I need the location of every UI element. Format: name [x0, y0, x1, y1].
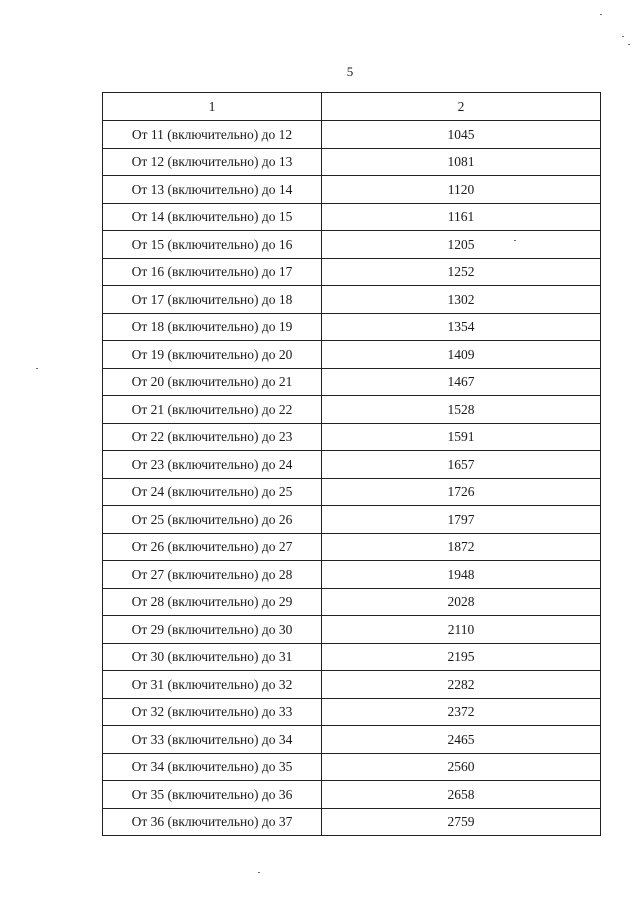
value-cell: 1354 [322, 313, 601, 341]
range-cell: От 27 (включительно) до 28 [103, 561, 322, 589]
value-cell: 2282 [322, 671, 601, 699]
value-cell: 1948 [322, 561, 601, 589]
table-row [103, 258, 601, 286]
range-cell: От 17 (включительно) до 18 [103, 286, 322, 314]
range-cell: От 33 (включительно) до 34 [103, 726, 322, 754]
range-cell: От 25 (включительно) до 26 [103, 506, 322, 534]
table-row [103, 396, 601, 424]
range-cell: От 30 (включительно) до 31 [103, 643, 322, 671]
data-table-container [102, 92, 600, 836]
column-header-1: 1 [103, 93, 322, 121]
range-cell: От 23 (включительно) до 24 [103, 451, 322, 479]
scan-speck [36, 368, 38, 369]
table-row [103, 616, 601, 644]
table-row [103, 753, 601, 781]
value-cell: 2560 [322, 753, 601, 781]
scan-speck [258, 872, 260, 873]
value-cell: 1657 [322, 451, 601, 479]
range-cell: От 28 (включительно) до 29 [103, 588, 322, 616]
table-row [103, 588, 601, 616]
range-cell: От 12 (включительно) до 13 [103, 148, 322, 176]
range-cell: От 34 (включительно) до 35 [103, 753, 322, 781]
range-cell: От 31 (включительно) до 32 [103, 671, 322, 699]
value-cell: 2372 [322, 698, 601, 726]
table-row [103, 148, 601, 176]
scan-speck [622, 36, 624, 37]
table-row [103, 313, 601, 341]
table-row [103, 726, 601, 754]
range-cell: От 36 (включительно) до 37 [103, 808, 322, 836]
range-cell: От 11 (включительно) до 12 [103, 121, 322, 149]
range-cell: От 24 (включительно) до 25 [103, 478, 322, 506]
value-cell: 1726 [322, 478, 601, 506]
range-cell: От 15 (включительно) до 16 [103, 231, 322, 259]
table-row [103, 698, 601, 726]
page-number: 5 [346, 64, 354, 79]
range-cell: От 35 (включительно) до 36 [103, 781, 322, 809]
value-cell: 1045 [322, 121, 601, 149]
value-cell: 2028 [322, 588, 601, 616]
range-cell: От 20 (включительно) до 21 [103, 368, 322, 396]
range-cell: От 32 (включительно) до 33 [103, 698, 322, 726]
table-row [103, 121, 601, 149]
value-cell: 2465 [322, 726, 601, 754]
table-row [103, 451, 601, 479]
range-cell: От 19 (включительно) до 20 [103, 341, 322, 369]
table-row [103, 643, 601, 671]
range-cell: От 18 (включительно) до 19 [103, 313, 322, 341]
value-cell: 1467 [322, 368, 601, 396]
value-cell: 1161 [322, 203, 601, 231]
scan-speck [514, 240, 516, 241]
value-cell: 1120 [322, 176, 601, 204]
table-row [103, 506, 601, 534]
table-row [103, 203, 601, 231]
value-cell: 1872 [322, 533, 601, 561]
table-row [103, 231, 601, 259]
table-row [103, 423, 601, 451]
range-cell: От 16 (включительно) до 17 [103, 258, 322, 286]
table-row [103, 533, 601, 561]
table-body [103, 121, 601, 836]
range-cell: От 14 (включительно) до 15 [103, 203, 322, 231]
value-cell: 1528 [322, 396, 601, 424]
table-row [103, 478, 601, 506]
value-cell: 1252 [322, 258, 601, 286]
scan-speck [600, 14, 602, 15]
column-header-2: 2 [322, 93, 601, 121]
table-row [103, 671, 601, 699]
table-row [103, 561, 601, 589]
table-row [103, 176, 601, 204]
range-cell: От 13 (включительно) до 14 [103, 176, 322, 204]
header-row [103, 93, 601, 121]
table-row [103, 341, 601, 369]
table-row [103, 808, 601, 836]
value-cell: 1797 [322, 506, 601, 534]
value-cell: 1591 [322, 423, 601, 451]
data-table [102, 92, 601, 836]
value-cell: 1205 [322, 231, 601, 259]
value-cell: 1081 [322, 148, 601, 176]
range-cell: От 21 (включительно) до 22 [103, 396, 322, 424]
value-cell: 1409 [322, 341, 601, 369]
table-row [103, 368, 601, 396]
value-cell: 2110 [322, 616, 601, 644]
table-row [103, 781, 601, 809]
range-cell: От 29 (включительно) до 30 [103, 616, 322, 644]
value-cell: 2195 [322, 643, 601, 671]
table-row [103, 286, 601, 314]
table-header [103, 93, 601, 121]
range-cell: От 22 (включительно) до 23 [103, 423, 322, 451]
value-cell: 2658 [322, 781, 601, 809]
scan-speck [628, 44, 630, 45]
value-cell: 2759 [322, 808, 601, 836]
range-cell: От 26 (включительно) до 27 [103, 533, 322, 561]
value-cell: 1302 [322, 286, 601, 314]
